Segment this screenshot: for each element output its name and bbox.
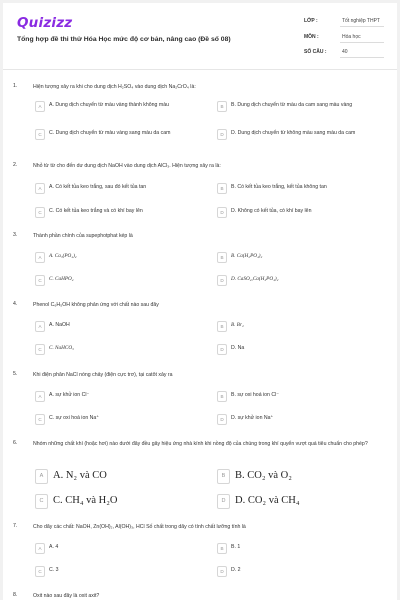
option-letter-box: D — [217, 566, 227, 577]
meta-subject-row — [304, 32, 384, 41]
option-text: C. sự oxi hoá ion Na⁺ — [49, 415, 100, 421]
option-letter-box: C — [35, 275, 45, 286]
option-text: D. Na — [231, 345, 245, 351]
question-number: 5. — [13, 371, 18, 377]
option-text: A. sự khử ion Cl⁻ — [49, 392, 90, 398]
option-letter-box: A — [35, 252, 45, 263]
option-letter-box: C — [35, 494, 48, 509]
option-letter-box: C — [35, 129, 45, 140]
option-letter-box: D — [217, 275, 227, 286]
meta-class-value: Tốt nghiệp THPT — [342, 18, 380, 24]
option-text: C. Có kết tủa keo trắng và có khí bay lên — [49, 208, 143, 214]
worksheet-title: Tổng hợp đề thi thử Hóa Học mức độ cơ bản, nâng cao (Đề số 08) — [17, 36, 231, 43]
option-letter-box: D — [217, 129, 227, 140]
question-text: Phenol C₆H₅OH không phản ứng với chất nào sau đây — [33, 302, 159, 308]
option-letter-box: B — [217, 543, 227, 554]
option-text: D. Dung dịch chuyển từ không màu sang màu da cam — [231, 130, 356, 136]
option-text: B. Dung dịch chuyển từ màu da cam sang màu vàng — [231, 102, 353, 108]
meta-subject-key: MÔN : — [304, 34, 319, 40]
question-number: 1. — [13, 83, 18, 89]
option-text: B. 1 — [231, 544, 241, 550]
worksheet-page — [3, 3, 397, 600]
option-text: B. Br₂ — [231, 322, 244, 328]
question-number: 6. — [13, 440, 18, 446]
option-letter-box: D — [217, 494, 230, 509]
option-letter-box: A — [35, 391, 45, 402]
option-text: C. Dung dịch chuyển từ màu vàng sang màu da cam — [49, 130, 171, 136]
meta-subject-value: Hóa học — [342, 34, 361, 40]
question-number: 8. — [13, 592, 18, 598]
option-letter-box: D — [217, 207, 227, 218]
option-letter-box: A — [35, 543, 45, 554]
option-text: B. Có kết tủa keo trắng, kết tủa không tan — [231, 184, 327, 190]
meta-count-key: SỐ CÂU : — [304, 49, 327, 55]
option-letter-box: C — [35, 207, 45, 218]
question-number: 2. — [13, 162, 18, 168]
option-text: A. 4 — [49, 544, 59, 550]
meta-count-row — [304, 47, 384, 56]
option-text: C. NaHCO₃ — [49, 345, 74, 351]
question-number: 7. — [13, 523, 18, 529]
option-letter-box: A — [35, 469, 48, 484]
option-letter-box: B — [217, 252, 227, 263]
option-letter-box: B — [217, 183, 227, 194]
question-number: 4. — [13, 301, 18, 307]
meta-count-value: 40 — [342, 49, 348, 55]
option-text: B. Ca(H₂PO₄)₂ — [231, 253, 263, 259]
question-text: Thành phần chính của supephotphat kép là — [33, 233, 133, 239]
meta-class-row — [304, 16, 384, 25]
option-letter-box: A — [35, 321, 45, 332]
option-text: A. N₂ và CO — [53, 470, 107, 481]
question-text: Cho dãy các chất: NaOH, Zn(OH)₂, Al(OH)₃, HCl Số chất trong dãy có tính chất lưỡng tính là — [33, 524, 246, 530]
option-text: C. CaHPO₄ — [49, 276, 74, 282]
header-divider — [3, 69, 397, 70]
option-text: D. Không có kết tủa, có khí bay lên — [231, 208, 312, 214]
option-letter-box: B — [217, 391, 227, 402]
option-letter-box: D — [217, 414, 227, 425]
quizizz-logo: Quizizz — [17, 15, 73, 31]
option-letter-box: D — [217, 344, 227, 355]
option-letter-box: B — [217, 469, 230, 484]
question-text: Nhỏ từ từ cho đến dư dung dịch NaOH vào dung dịch AlCl₃. Hiện tượng xảy ra là: — [33, 163, 221, 169]
option-text: A. Ca₃(PO₄)₂ — [49, 253, 77, 259]
option-text: A. Có kết tủa keo trắng, sau đó kết tủa tan — [49, 184, 147, 190]
question-text: Oxit nào sau đây là oxit axit? — [33, 593, 100, 599]
option-letter-box: C — [35, 344, 45, 355]
option-letter-box: B — [217, 321, 227, 332]
option-letter-box: C — [35, 414, 45, 425]
question-text: Khi điện phân NaCl nóng chảy (điện cực trơ), tại catôt xảy ra — [33, 372, 173, 378]
option-letter-box: A — [35, 101, 45, 112]
option-letter-box: B — [217, 101, 227, 112]
option-letter-box: C — [35, 566, 45, 577]
option-letter-box: A — [35, 183, 45, 194]
option-text: D. sự khử ion Na⁺ — [231, 415, 274, 421]
option-text: A. NaOH — [49, 322, 70, 328]
option-text: C. CH₄ và H₂O — [53, 495, 118, 506]
option-text: D. CO₂ và CH₄ — [235, 495, 300, 506]
question-text: Nhóm những chất khí (hoặc hơi) nào dưới đây đều gây hiệu ứng nhà kính khi nồng độ của chúng trong khí quyển vượt quá tiêu chuẩn cho phép? — [33, 441, 368, 447]
meta-class-key: LỚP : — [304, 18, 318, 24]
question-number: 3. — [13, 232, 18, 238]
option-text: B. sự oxi hoá ion Cl⁻ — [231, 392, 280, 398]
option-text: B. CO₂ và O₂ — [235, 470, 292, 481]
option-text: A. Dung dịch chuyển từ màu vàng thành không màu — [49, 102, 169, 108]
option-text: C. 3 — [49, 567, 59, 573]
question-text: Hiện tượng xảy ra khi cho dung dịch H₂SO₄ vào dung dịch Na₂CrO₄ là: — [33, 84, 196, 90]
option-text: D. 2 — [231, 567, 241, 573]
option-text: D. CaSO₄,Ca(H₂PO₄)₂ — [231, 276, 279, 282]
